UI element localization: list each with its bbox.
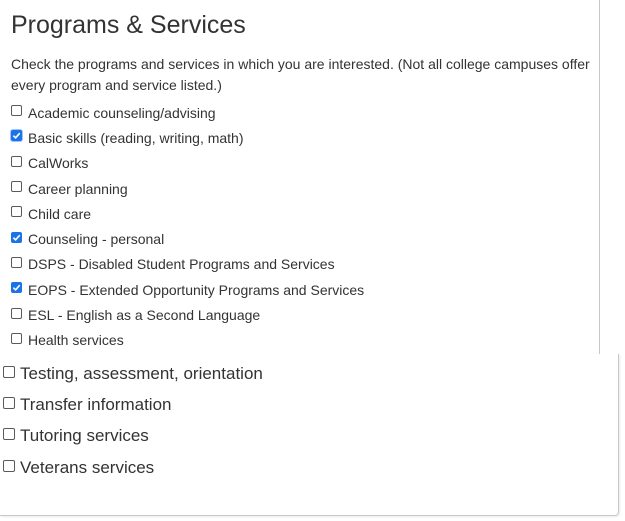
services-checklist — [11, 100, 364, 353]
service-label: Testing, assessment, orientation — [20, 363, 263, 383]
service-label: Counseling - personal — [28, 231, 165, 248]
service-item[interactable] — [11, 252, 364, 277]
service-item[interactable] — [11, 226, 364, 251]
services-checklist-continued — [3, 358, 263, 484]
service-item[interactable] — [11, 201, 364, 226]
service-item[interactable] — [3, 358, 263, 389]
checkbox[interactable] — [3, 366, 15, 378]
checkmark-icon — [12, 233, 21, 242]
service-label: Basic skills (reading, writing, math) — [28, 129, 244, 146]
checkmark-icon — [12, 283, 21, 292]
checkmark-icon — [12, 131, 21, 140]
service-item[interactable] — [11, 151, 364, 176]
checkbox[interactable] — [11, 333, 22, 344]
service-item[interactable] — [11, 302, 364, 327]
service-item[interactable] — [3, 421, 263, 452]
checkbox[interactable] — [11, 308, 22, 319]
service-label: Career planning — [28, 180, 128, 197]
service-item[interactable] — [11, 277, 364, 302]
checkbox[interactable] — [3, 460, 15, 472]
checkbox-checked[interactable] — [11, 232, 22, 243]
checkbox[interactable] — [11, 257, 22, 268]
service-label: Veterans services — [20, 457, 155, 477]
checkbox-checked[interactable] — [11, 130, 22, 141]
checkbox-checked[interactable] — [11, 282, 22, 293]
service-label: ESL - English as a Second Language — [28, 307, 261, 324]
service-label: Transfer information — [20, 395, 172, 415]
service-label: Tutoring services — [20, 426, 149, 446]
service-item[interactable] — [11, 125, 364, 150]
service-label: CalWorks — [28, 155, 89, 172]
section-title: Programs & Services — [11, 11, 246, 39]
service-item[interactable] — [11, 176, 364, 201]
service-item[interactable] — [3, 389, 263, 420]
service-item[interactable] — [11, 328, 364, 353]
service-label: DSPS - Disabled Student Programs and Services — [28, 256, 335, 273]
section-intro: Check the programs and services in which you are interested. (Not all college campuses offer every program and service listed.) — [11, 56, 590, 93]
service-item[interactable] — [3, 452, 263, 483]
service-label: Health services — [28, 332, 124, 349]
service-label: Academic counseling/advising — [28, 104, 216, 121]
checkbox[interactable] — [11, 181, 22, 192]
programs-services-card-continued — [0, 354, 619, 516]
service-label: EOPS - Extended Opportunity Programs and Services — [28, 281, 365, 298]
checkbox[interactable] — [11, 206, 22, 217]
checkbox[interactable] — [3, 428, 15, 440]
checkbox[interactable] — [11, 156, 22, 167]
checkbox[interactable] — [11, 105, 22, 116]
service-label: Child care — [28, 205, 92, 222]
service-item[interactable] — [11, 100, 364, 125]
checkbox[interactable] — [3, 397, 15, 409]
